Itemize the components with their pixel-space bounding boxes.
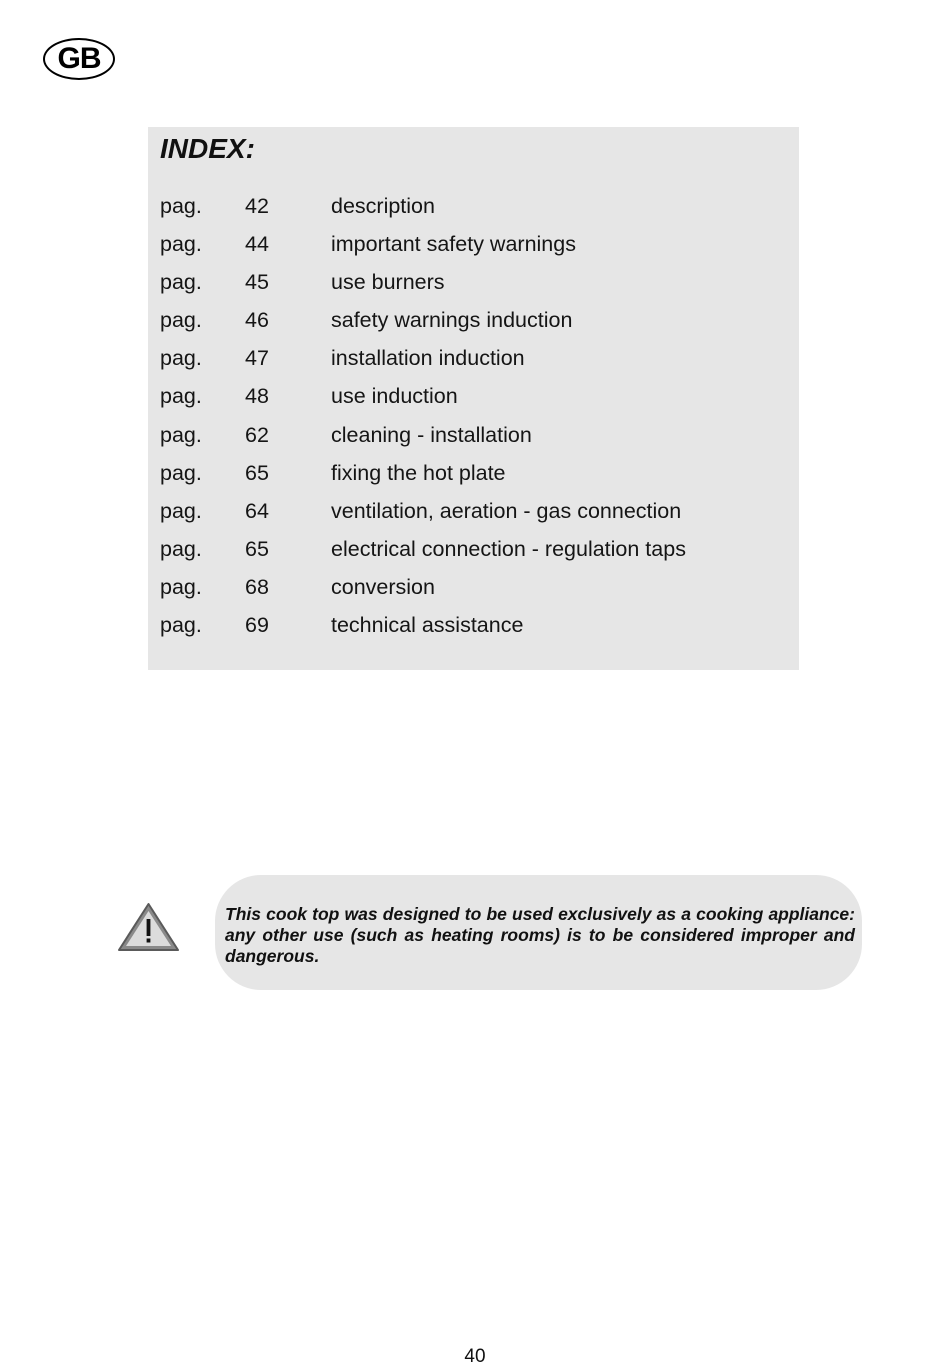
index-entry-label: safety warnings induction bbox=[331, 308, 573, 333]
index-entry-page: 46 bbox=[245, 308, 269, 333]
page-number: 40 bbox=[464, 1346, 486, 1367]
index-entry-prefix: pag. bbox=[160, 308, 202, 333]
index-entry-prefix: pag. bbox=[160, 536, 202, 561]
index-entry bbox=[160, 225, 686, 263]
index-entry bbox=[160, 339, 686, 377]
index-entry-prefix: pag. bbox=[160, 346, 202, 371]
index-entry-label: use induction bbox=[331, 384, 458, 409]
index-entry-page: 62 bbox=[245, 422, 269, 447]
index-list bbox=[160, 187, 686, 644]
index-entry-page: 68 bbox=[245, 574, 269, 599]
index-entry-prefix: pag. bbox=[160, 574, 202, 599]
index-entry-label: ventilation, aeration - gas connection bbox=[331, 498, 682, 523]
index-entry-page: 64 bbox=[245, 498, 269, 523]
index-entry-prefix: pag. bbox=[160, 422, 202, 447]
index-entry-label: cleaning - installation bbox=[331, 422, 532, 447]
index-entry-page: 65 bbox=[245, 460, 269, 485]
index-entry-page: 44 bbox=[245, 232, 269, 257]
index-entry-label: description bbox=[331, 194, 435, 218]
index-entry-prefix: pag. bbox=[160, 194, 202, 218]
index-entry-label: fixing the hot plate bbox=[331, 460, 506, 485]
index-entry-page: 65 bbox=[245, 536, 269, 561]
index-entry-prefix: pag. bbox=[160, 498, 202, 523]
index-entry bbox=[160, 377, 686, 415]
index-entry-prefix: pag. bbox=[160, 232, 202, 257]
index-entry-label: installation induction bbox=[331, 346, 525, 371]
index-entry-page: 69 bbox=[245, 613, 269, 638]
index-entry bbox=[160, 301, 686, 339]
index-entry bbox=[160, 263, 686, 301]
index-entry-label: electrical connection - regulation taps bbox=[331, 536, 686, 561]
index-entry-page: 42 bbox=[245, 194, 269, 218]
index-entry-page: 45 bbox=[245, 270, 269, 295]
index-entry-label: important safety warnings bbox=[331, 232, 576, 257]
index-entry-label: technical assistance bbox=[331, 613, 524, 638]
index-entry-prefix: pag. bbox=[160, 613, 202, 638]
index-entry bbox=[160, 530, 686, 568]
warning-text: This cook top was designed to be used exclusively as a cooking appliance: any other use (such as heating rooms) is to be considered improper and dangerous. bbox=[225, 904, 855, 966]
index-title: INDEX: bbox=[160, 133, 255, 164]
index-entry-prefix: pag. bbox=[160, 460, 202, 485]
index-entry-page: 47 bbox=[245, 346, 269, 371]
index-entry-label: use burners bbox=[331, 270, 445, 295]
warning-notice bbox=[215, 875, 862, 990]
index-entry bbox=[160, 492, 686, 530]
index-entry-prefix: pag. bbox=[160, 270, 202, 295]
index-entry-prefix: pag. bbox=[160, 384, 202, 409]
warning-triangle-icon bbox=[117, 902, 180, 952]
index-entry bbox=[160, 568, 686, 606]
index-panel bbox=[148, 127, 799, 670]
index-entry bbox=[160, 454, 686, 492]
index-entry bbox=[160, 187, 686, 225]
index-entry-label: conversion bbox=[331, 574, 435, 599]
index-entry bbox=[160, 606, 686, 644]
country-badge: GB bbox=[43, 38, 115, 80]
index-entry-page: 48 bbox=[245, 384, 269, 409]
index-entry bbox=[160, 416, 686, 454]
